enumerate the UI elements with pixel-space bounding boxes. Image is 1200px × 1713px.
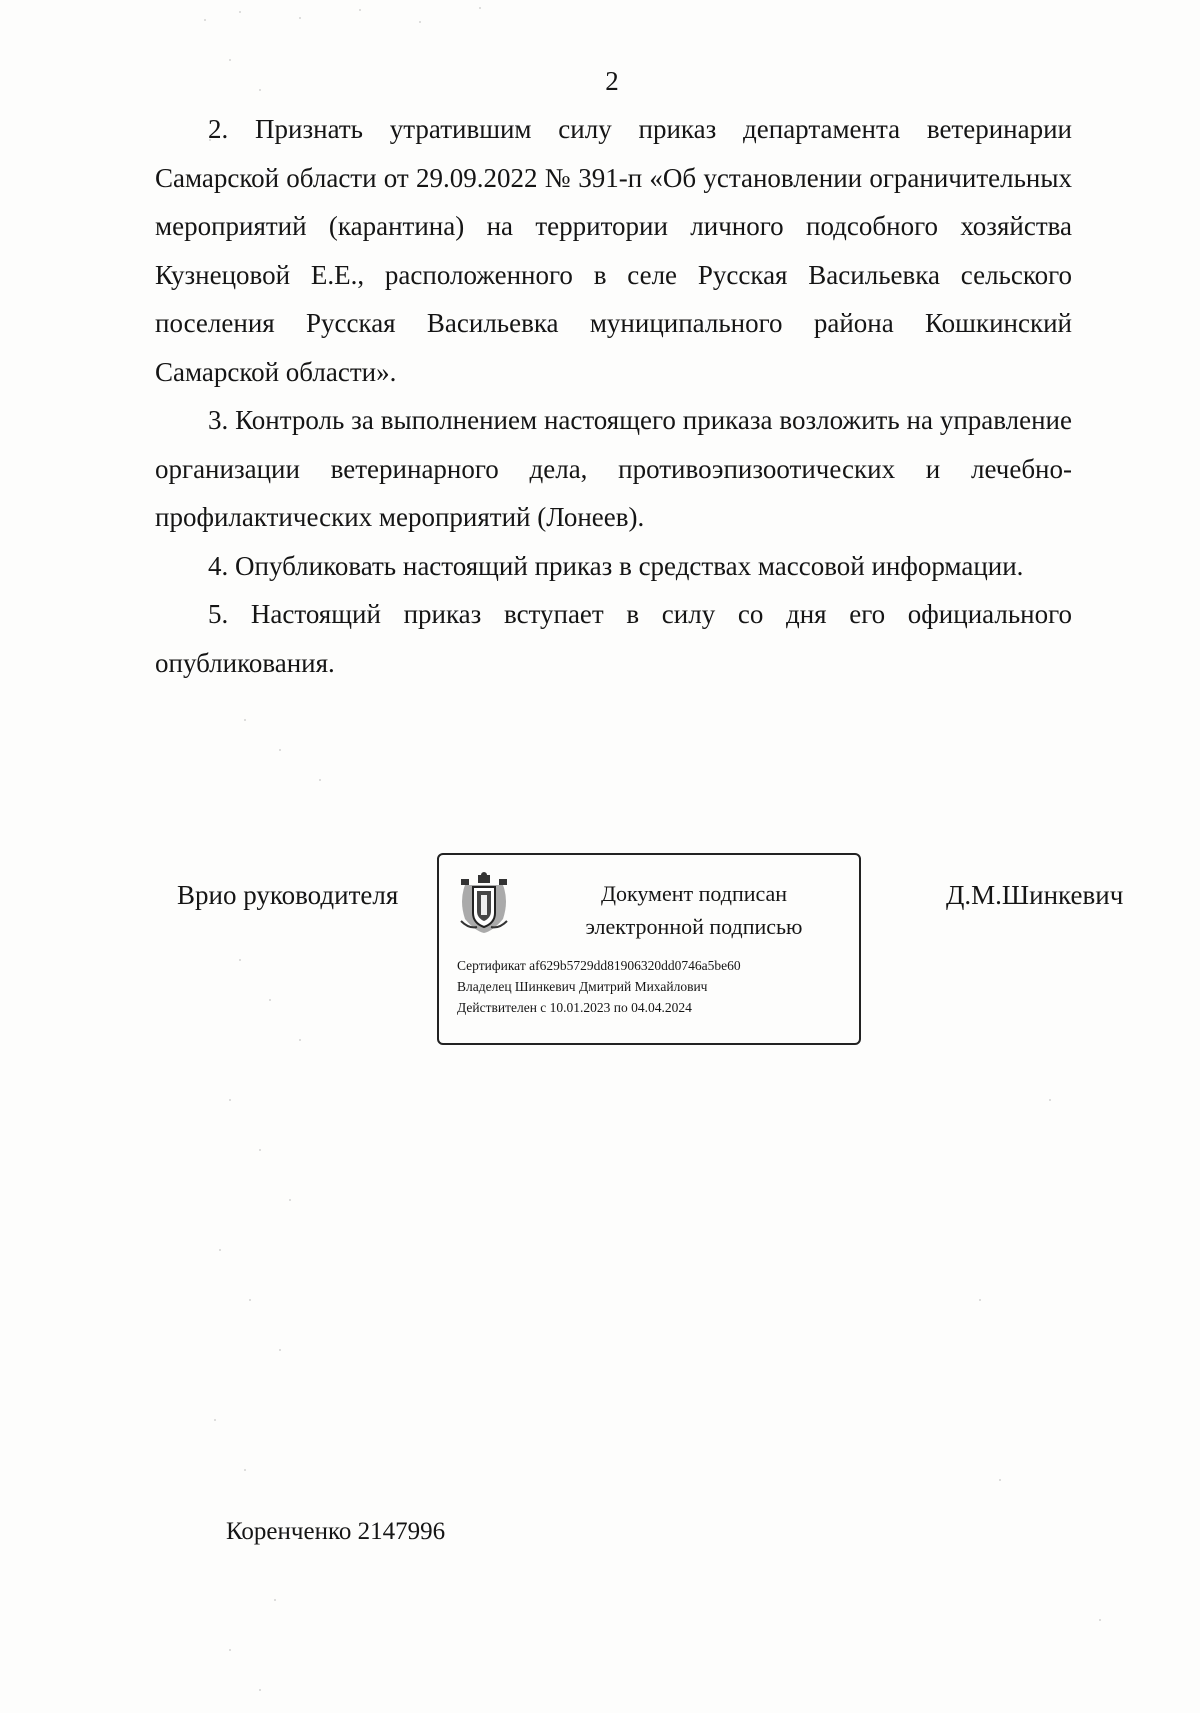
electronic-signature-stamp [437, 853, 861, 1045]
coat-of-arms-icon [455, 871, 513, 937]
paragraph-3: 3. Контроль за выполнением настоящего приказа возложить на управление организации ветеринарного дела, противоэпизоотических и лечебно-профилактических мероприятий (Лонеев). [155, 405, 1072, 532]
stamp-title-line2: электронной подписью [585, 914, 803, 939]
stamp-details [457, 955, 741, 1018]
signatory-name: Д.М.Шинкевич [946, 880, 1124, 910]
stamp-validity: Действителен с 10.01.2023 по 04.04.2024 [457, 1000, 692, 1015]
paragraph-2: 2. Признать утратившим силу приказ департамента ветеринарии Самарской области от 29.09.2022 № 391-п «Об установлении ограничительных мероприятий (карантина) на территории личного подсобного хозяйства Кузнецовой Е.Е., расположенного в селе Русская Васильевка сельского поселения Русская Васильевка муниципального района Кошкинский Самарской области». [155, 114, 1072, 387]
stamp-certificate: Сертификат af629b5729dd81906320dd0746a5be60 [457, 958, 741, 973]
paragraph-4: 4. Опубликовать настоящий приказ в средствах массовой информации. [208, 550, 1024, 581]
stamp-title-line1: Документ подписан [600, 881, 788, 906]
stamp-title [549, 877, 839, 943]
paragraph-5: 5. Настоящий приказ вступает в силу со дня его официального опубликования. [155, 599, 1072, 678]
executor-note: Коренченко 2147996 [226, 1518, 446, 1545]
page-number: 2 [605, 66, 619, 96]
signatory-position: Врио руководителя [177, 880, 399, 910]
stamp-owner: Владелец Шинкевич Дмитрий Михайлович [457, 979, 708, 994]
document-body [155, 105, 1072, 687]
